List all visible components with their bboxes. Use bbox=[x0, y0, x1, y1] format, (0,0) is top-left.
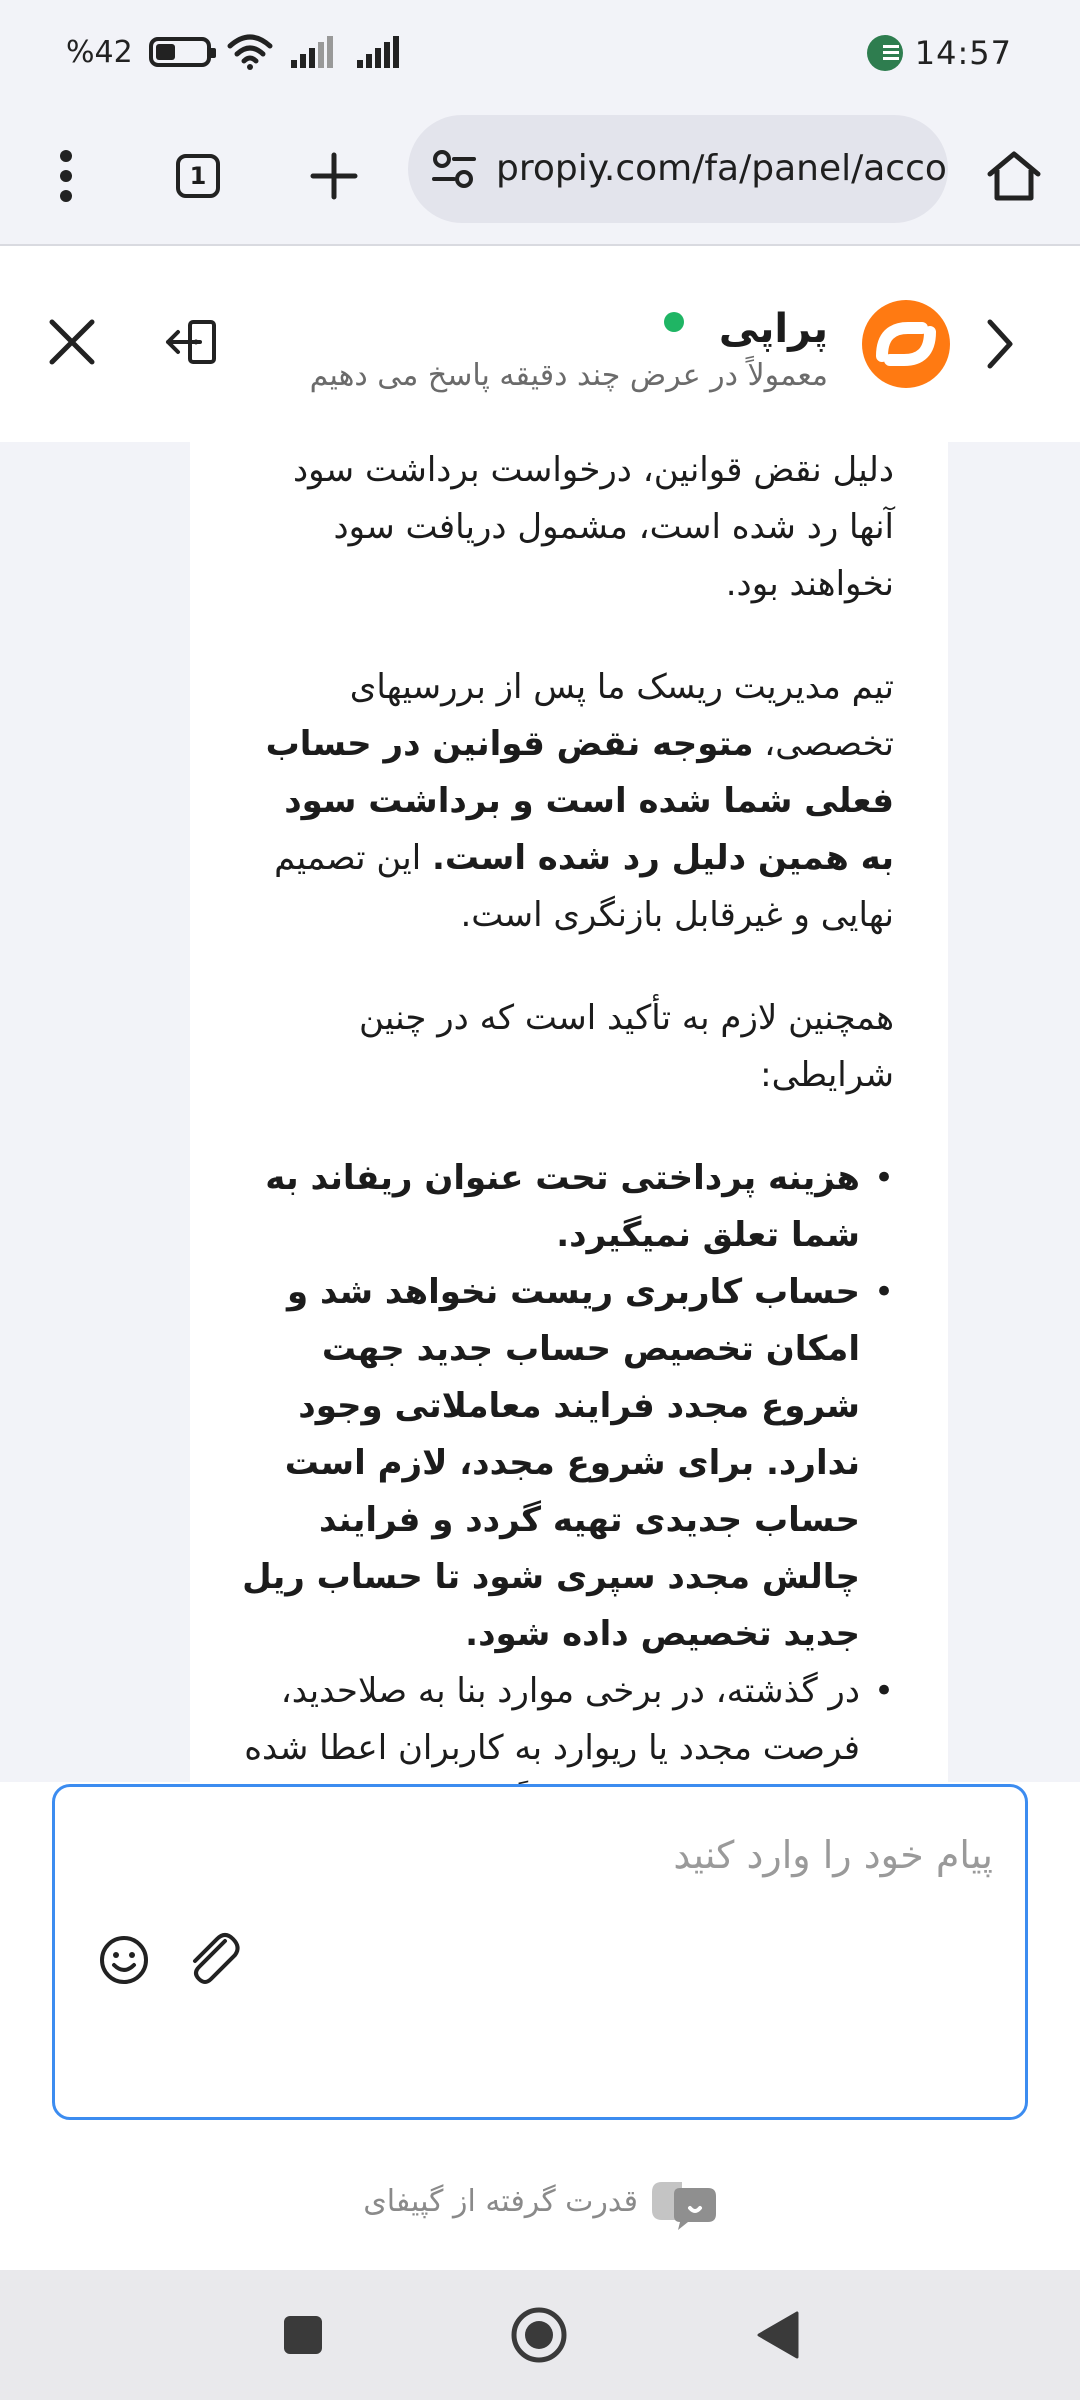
tab-count: 1 bbox=[176, 154, 220, 198]
bullet-1-text: هزینه پرداختی تحت عنوان ریفاند به شما تعلق نمیگیرد. bbox=[265, 1158, 860, 1255]
back-nav-button[interactable] bbox=[742, 2300, 812, 2370]
signal-icon-sim1 bbox=[289, 36, 339, 68]
agent-response-time: معمولاً در عرض چند دقیقه پاسخ می دهیم bbox=[309, 358, 828, 393]
attach-button[interactable] bbox=[181, 1927, 247, 1993]
recents-button[interactable] bbox=[268, 2300, 338, 2370]
notification-app-icon bbox=[867, 35, 903, 71]
back-button[interactable] bbox=[984, 318, 1014, 374]
triangle-back-icon bbox=[753, 2309, 801, 2361]
more-vertical-icon bbox=[56, 148, 76, 204]
propiy-logo bbox=[862, 300, 950, 388]
p2-end: این تصمیم نهایی و غیرقابل بازنگری است. bbox=[274, 838, 894, 935]
message-bullet-list bbox=[240, 1150, 894, 1834]
message-list[interactable] bbox=[0, 442, 1080, 1782]
status-right bbox=[867, 34, 1012, 72]
new-tab-button[interactable] bbox=[296, 138, 372, 214]
battery-percentage: %42 bbox=[66, 34, 133, 70]
p2-start: تیم مدیریت ریسک ما پس از بررسیهای تخصصی، bbox=[349, 667, 894, 764]
browser-toolbar bbox=[0, 110, 1080, 246]
wifi-icon bbox=[227, 34, 273, 70]
exit-chat-button[interactable] bbox=[164, 316, 220, 372]
url-text[interactable]: propiy.com/fa/panel/acco bbox=[496, 148, 947, 189]
powered-by-text: قدرت گرفته از گپیفای bbox=[363, 2184, 638, 2219]
goftino-logo-icon bbox=[648, 2176, 720, 2232]
bullet-3-text: در گذشته، در برخی موارد بنا به صلاحدید، فرصت مجدد یا ریوارد به کاربران اعطا شده bbox=[244, 1671, 860, 1768]
message-paragraph-1: دلیل نقض قوانین، درخواست برداشت سود آنها رد شده است، مشمول دریافت سود نخواهند بود. bbox=[292, 450, 894, 604]
menu-button[interactable] bbox=[28, 138, 104, 214]
tune-icon[interactable] bbox=[430, 149, 478, 189]
message-text bbox=[240, 442, 894, 1834]
agent-name: پراپی bbox=[718, 306, 828, 352]
system-navigation-bar bbox=[0, 2270, 1080, 2400]
home-nav-button[interactable] bbox=[504, 2300, 574, 2370]
bullet-item bbox=[240, 1150, 860, 1264]
circle-home-icon bbox=[509, 2305, 569, 2365]
online-status-dot bbox=[664, 312, 684, 332]
status-left bbox=[66, 34, 405, 70]
message-bubble bbox=[190, 412, 948, 1812]
clock: 14:57 bbox=[914, 34, 1012, 72]
plus-icon bbox=[309, 151, 359, 201]
bullet-2-text: حساب کاربری ریست نخواهد شد و امکان تخصیص حساب جدید جهت شروع مجدد فرایند معاملاتی وجود ندارد. برای شروع مجدد، لازم است حساب جدیدی تهیه گردد و فرایند چالش مجدد سپری شود تا حساب ریل جدید تخصیص داده شود. bbox=[242, 1272, 860, 1654]
message-paragraph-2 bbox=[240, 659, 894, 944]
signal-icon-sim2 bbox=[355, 36, 405, 68]
home-button[interactable] bbox=[976, 138, 1052, 214]
battery-fill bbox=[156, 44, 175, 60]
p2-bold: متوجه نقض قوانین در حساب فعلی شما شده است و برداشت سود به همین دلیل رد شده است. bbox=[265, 724, 894, 878]
address-bar[interactable] bbox=[408, 115, 948, 223]
tab-switcher-button[interactable] bbox=[160, 138, 236, 214]
chevron-right-icon bbox=[984, 318, 1014, 370]
exit-icon bbox=[164, 316, 220, 368]
powered-by-footer bbox=[0, 2150, 1080, 2270]
message-paragraph-3: همچنین لازم به تأکید است که در چنین شرایطی: bbox=[359, 998, 894, 1095]
bullet-item bbox=[240, 1264, 860, 1663]
emoji-button[interactable] bbox=[91, 1927, 157, 1993]
close-icon bbox=[46, 316, 98, 368]
propiy-logo-mark bbox=[862, 300, 950, 388]
message-composer[interactable] bbox=[52, 1784, 1028, 2120]
message-input-placeholder[interactable]: پیام خود را وارد کنید bbox=[673, 1833, 993, 1877]
battery-icon bbox=[149, 37, 211, 67]
square-icon bbox=[281, 2313, 325, 2357]
close-chat-button[interactable] bbox=[46, 316, 98, 372]
emoji-icon bbox=[91, 1927, 157, 1993]
paperclip-icon bbox=[181, 1927, 247, 1993]
status-bar bbox=[0, 0, 1080, 110]
home-icon bbox=[986, 150, 1042, 202]
